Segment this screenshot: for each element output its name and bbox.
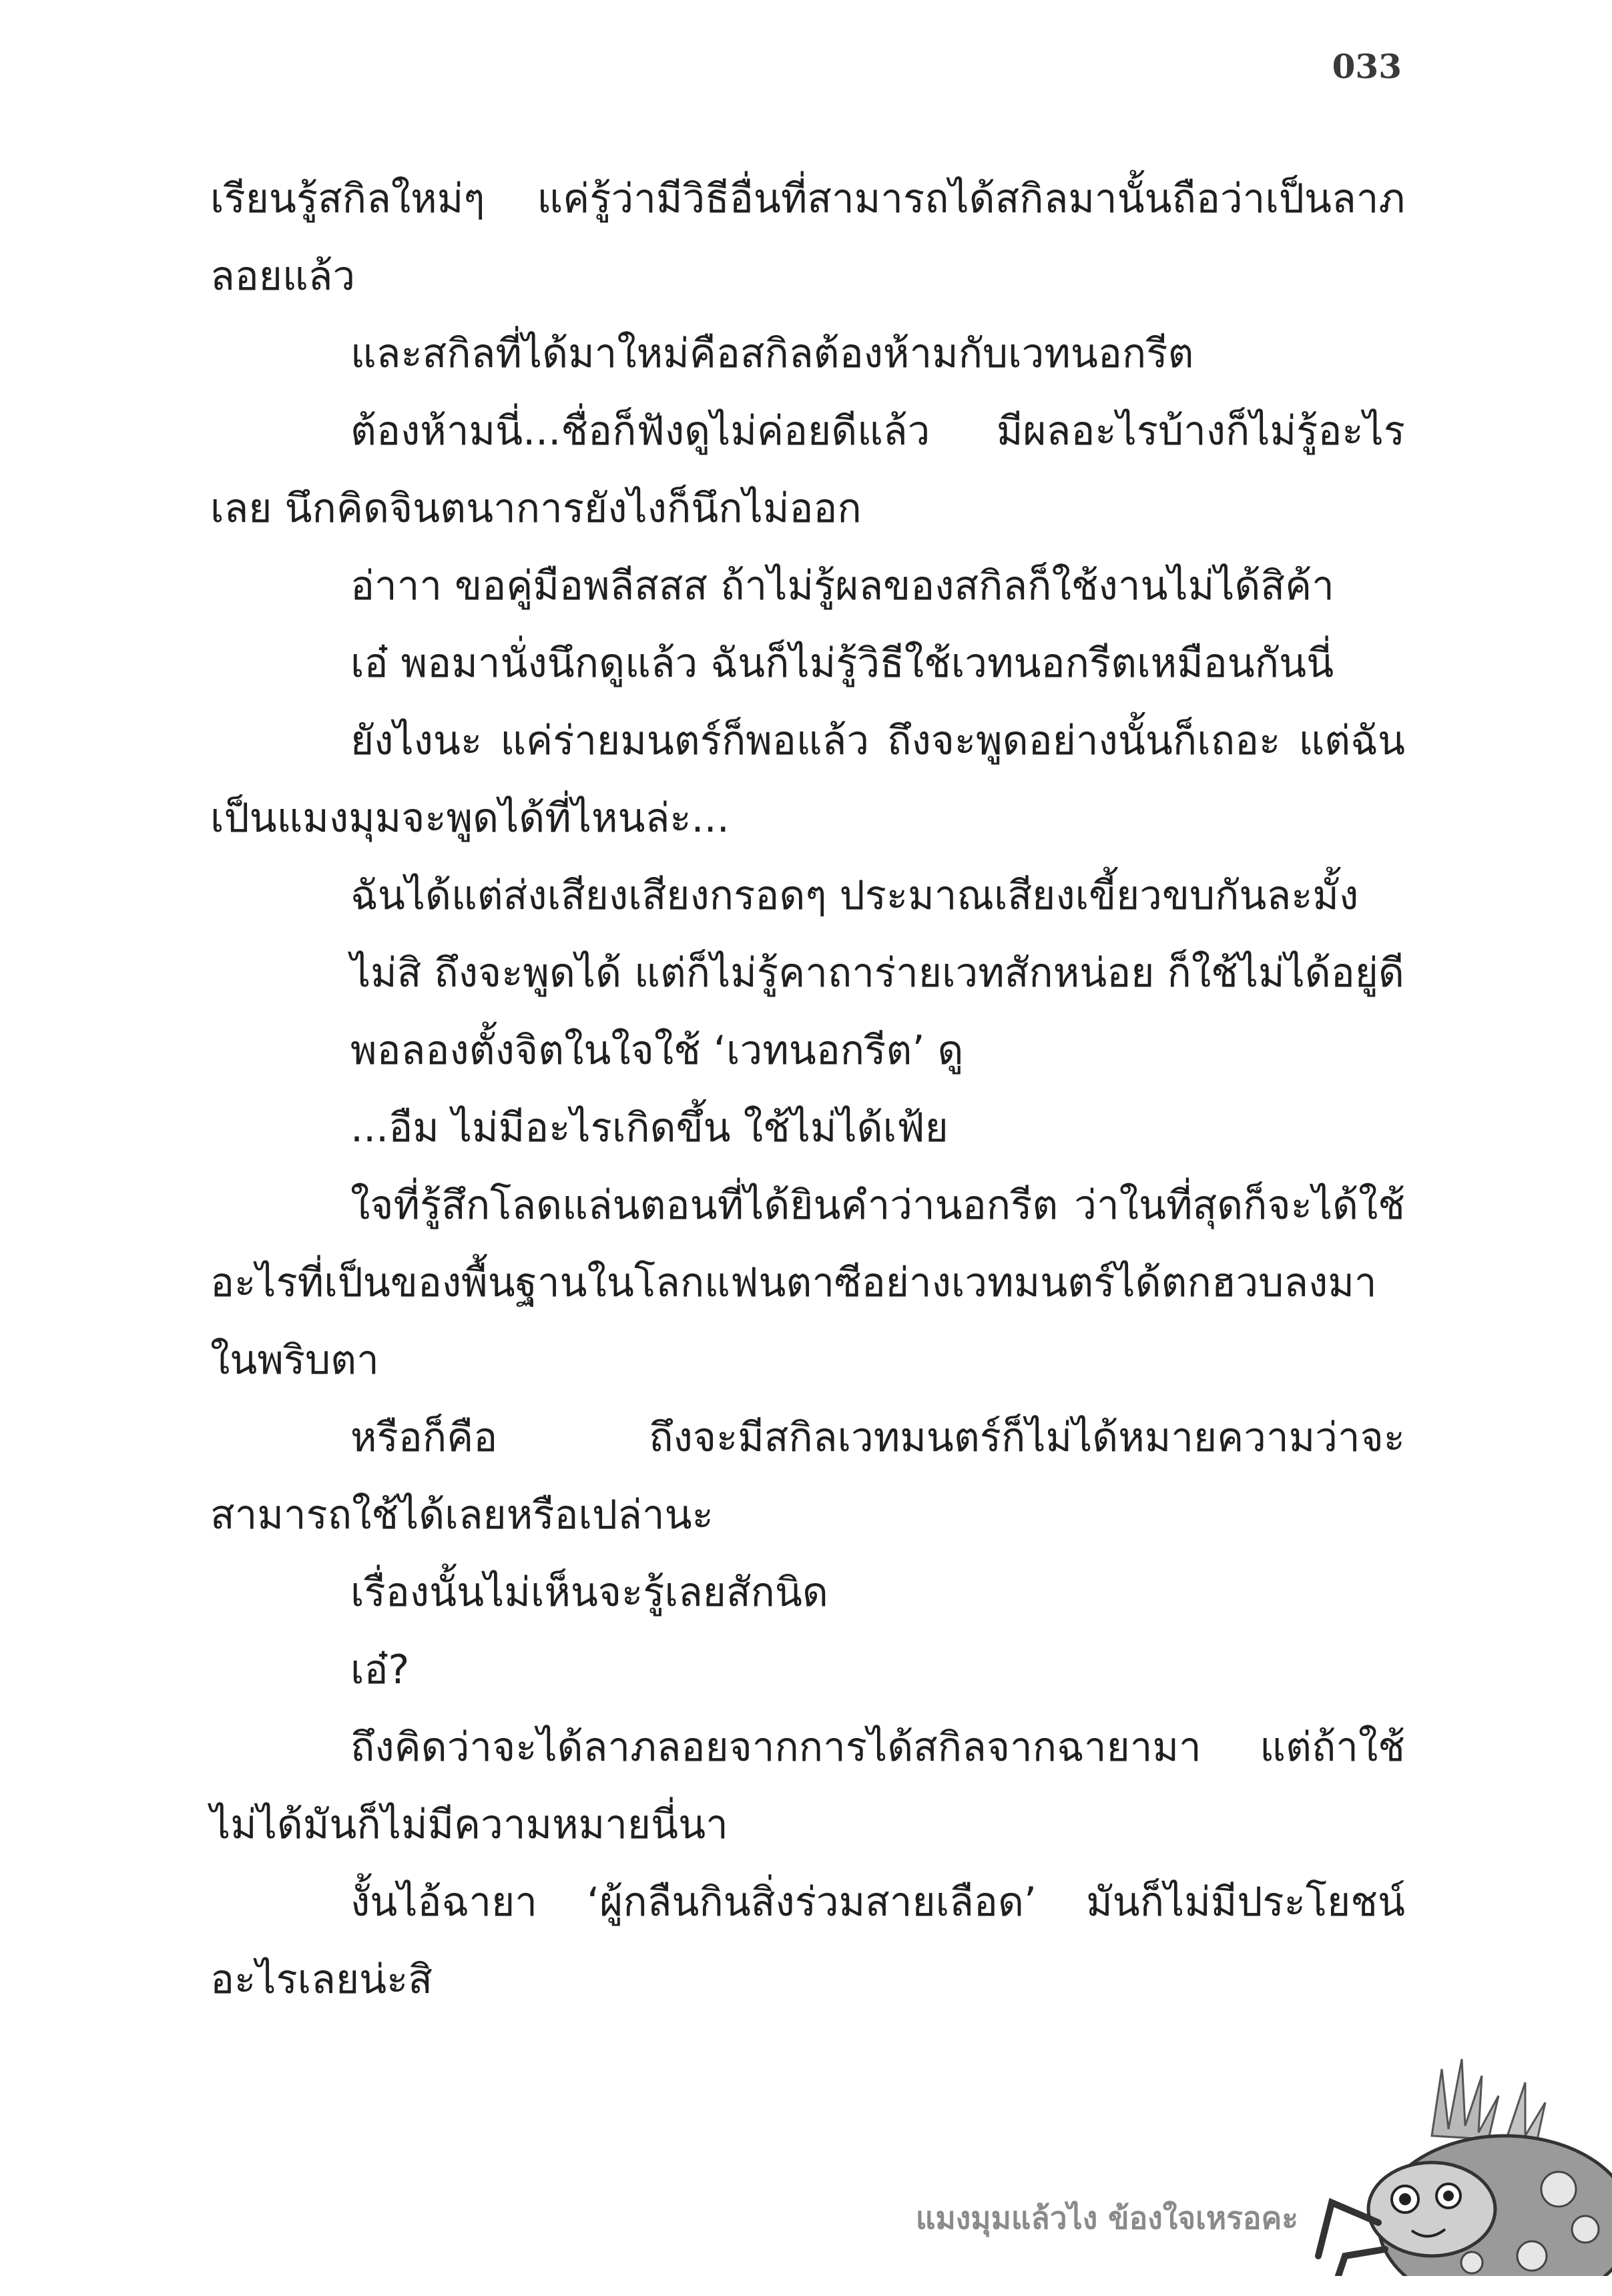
paragraph: ใจที่รู้สึกโลดแล่นตอนที่ได้ยินคำว่านอกรีต ว่าในที่สุดก็จะได้ใช้อะไรที่เป็นของพื้นฐานในโลกแฟนตาซีอย่างเวทมนตร์ได้ตกฮวบลงมาในพริบตา: [210, 1182, 1405, 1384]
spider-mascot-icon: [1305, 2056, 1612, 2276]
paragraph: ยังไงนะ แค่ร่ายมนตร์ก็พอแล้ว ถึงจะพูดอย่างนั้นก็เถอะ แต่ฉันเป็นแมงมุมจะพูดได้ที่ไหนล่ะ...: [210, 718, 1405, 842]
paragraph: ถึงคิดว่าจะได้ลาภลอยจากการได้สกิลจากฉายามา แต่ถ้าใช้ไม่ได้มันก็ไม่มีความหมายนี่นา: [210, 1724, 1405, 1848]
paragraph: พอลองตั้งจิตในใจใช้ ‘เวทนอกรีต’ ดู: [350, 1027, 964, 1074]
paragraph: ไม่สิ ถึงจะพูดได้ แต่ก็ไม่รู้คาถาร่ายเวทสักหน่อย ก็ใช้ไม่ได้อยู่ดี: [350, 950, 1404, 996]
paragraph: อ่าาา ขอคู่มือพลีสสส ถ้าไม่รู้ผลของสกิลก็ใช้งานไม่ได้สิค้า: [350, 563, 1334, 609]
paragraph: หรือก็คือ ถึงจะมีสกิลเวทมนตร์ก็ไม่ได้หมายความว่าจะสามารถใช้ได้เลยหรือเปล่านะ: [210, 1414, 1405, 1538]
paragraph: เรื่องนั้นไม่เห็นจะรู้เลยสักนิด: [350, 1569, 828, 1616]
paragraph: งั้นไอ้ฉายา ‘ผู้กลืนกินสิ่งร่วมสายเลือด’ มันก็ไม่มีประโยชน์อะไรเลยน่ะสิ: [210, 1879, 1405, 2003]
paragraph: เรียนรู้สกิลใหม่ๆ แค่รู้ว่ามีวิธีอื่นที่สามารถได้สกิลมานั้นถือว่าเป็นลาภลอยแล้ว: [210, 176, 1405, 300]
paragraph: ฉันได้แต่ส่งเสียงเสียงกรอดๆ ประมาณเสียงเขี้ยวขบกันละมั้ง: [350, 872, 1359, 919]
paragraph: เอ๋ พอมานั่งนึกดูแล้ว ฉันก็ไม่รู้วิธีใช้เวทนอกรีตเหมือนกันนี่: [350, 640, 1334, 687]
paragraph: เอ๋?: [350, 1647, 410, 1693]
book-title: แมงมุมแล้วไง ข้องใจเหรอคะ: [915, 2200, 1298, 2236]
body-text: [210, 160, 1405, 2018]
page-footer: [811, 2056, 1612, 2276]
paragraph: ...อืม ไม่มีอะไรเกิดขึ้น ใช้ไม่ได้เฟ้ย: [350, 1105, 949, 1151]
paragraph: ต้องห้ามนี่...ชื่อก็ฟังดูไม่ค่อยดีแล้ว มีผลอะไรบ้างก็ไม่รู้อะไรเลย นึกคิดจินตนาการยังไงก็นึกไม่ออก: [210, 408, 1405, 532]
page-number: 033: [1332, 47, 1402, 86]
paragraph: และสกิลที่ได้มาใหม่คือสกิลต้องห้ามกับเวทนอกรีต: [350, 330, 1194, 377]
